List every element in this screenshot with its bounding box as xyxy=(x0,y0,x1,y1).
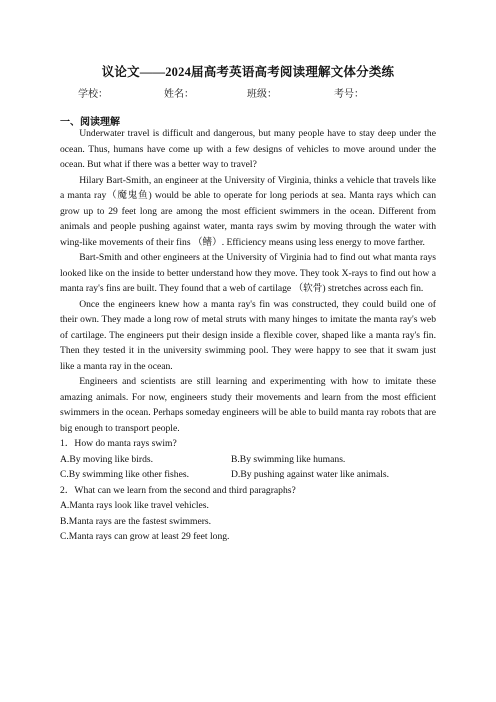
question-1-option-c: C.By swimming like other fishes. xyxy=(60,469,189,480)
section-heading: 一、阅读理解 xyxy=(60,117,120,128)
paragraph-4: Once the engineers knew how a manta ray's fin was constructed, they could build one of their own. They made a long row of metal struts with many hinges to imitate the manta ray's web of cartilage. The engineers put their design inside a flexible cover, shaped like a manta ray's fin. Then they tested it in the university swimming pool. They were happy to see that it swam just like a manta ray in the ocean. xyxy=(60,298,436,372)
question-1-stem: 1．How do manta rays swim? xyxy=(60,438,177,449)
name-label: 姓名： xyxy=(164,89,194,100)
question-2-stem: 2．What can we learn from the second and third paragraphs? xyxy=(60,484,296,496)
paragraph-1: Underwater travel is difficult and dangerous, but many people have to stay deep under the ocean. Thus, humans have come up with a few designs of vehicles to move around under the ocean. But what if there was a better way to travel? xyxy=(60,128,436,170)
paragraph-5: Engineers and scientists are still learning and experimenting with how to imitate these amazing animals. For now, engineers study their movements and learn from the most efficient swimmers in the ocean. Perhaps someday engineers will be able to build manta ray robots that are big enough to transport people. xyxy=(60,376,436,434)
student-info-row xyxy=(0,85,496,99)
question-1-options-row-1 xyxy=(60,452,436,468)
question-1-option-a: A.By moving like birds. xyxy=(60,453,154,465)
question-1-option-d: D.By pushing against water like animals. xyxy=(231,469,390,480)
reading-passage xyxy=(60,126,436,545)
school-label: 学校： xyxy=(78,89,108,100)
question-1-option-b: B.By swimming like humans. xyxy=(231,453,346,465)
question-2-option-b: B.Manta rays are the fastest swimmers. xyxy=(60,515,212,527)
class-label: 班级： xyxy=(247,89,277,100)
exam-number-label: 考号： xyxy=(334,89,364,100)
document-title: 议论文——2024届高考英语高考阅读理解文体分类练 xyxy=(101,65,395,79)
paragraph-2: Hilary Bart-Smith, an engineer at the University of Virginia, thinks a vehicle that travels like a manta ray（魔鬼鱼) would be able to operate for long periods at sea. Manta rays which can grow up to 29 feet long are among the most efficient swimmers in the ocean. Different from animals and people pushing against water, manta rays swim by moving through the water with wing-like movements of their fins （鳍）. Efficiency means using less energy to move farther. xyxy=(60,174,436,248)
question-2-option-c: C.Manta rays can grow at least 29 feet long. xyxy=(60,531,230,542)
question-2-option-a: A.Manta rays look like travel vehicles. xyxy=(60,500,209,511)
paragraph-3: Bart-Smith and other engineers at the University of Virginia had to find out what manta rays looked like on the inside to better understand how they move. They took X-rays to find out how a manta ray's fins are built. They found that a web of cartilage （软骨) stretches across each fin. xyxy=(60,252,436,294)
question-1-options-row-2 xyxy=(60,467,436,483)
